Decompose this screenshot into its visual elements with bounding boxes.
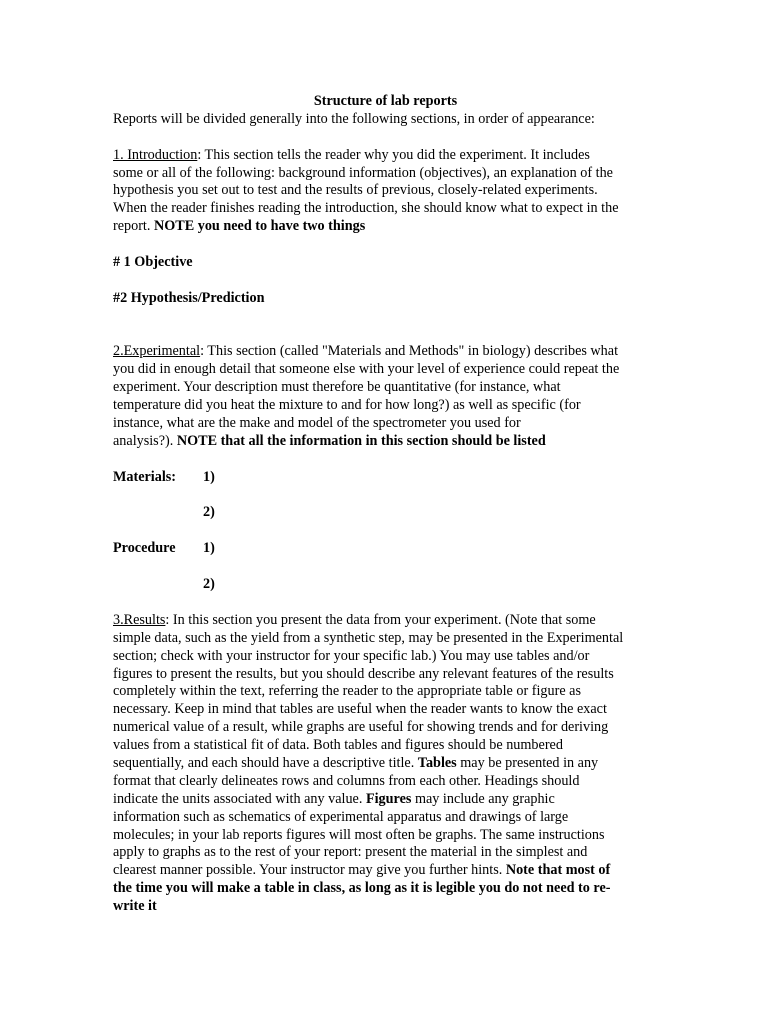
materials-label: Materials: xyxy=(113,468,177,485)
text-line: molecules; in your lab reports figures will most often be graphs. The same instructions xyxy=(113,826,605,843)
text-line: simple data, such as the yield from a synthetic step, may be presented in the Experimental xyxy=(113,629,624,646)
spacer xyxy=(113,308,658,326)
spacer xyxy=(113,522,658,540)
text-line: temperature did you heat the mixture to and for how long?) as well as specific (for xyxy=(113,397,581,414)
text-span: sequentially, and each should have a descriptive title. xyxy=(113,754,418,771)
spacer xyxy=(113,451,658,469)
text-line xyxy=(113,755,658,773)
text-span: : In this section you present the data from your experiment. (Note that some xyxy=(165,611,596,628)
text-line: information such as schematics of experimental apparatus and drawings of large xyxy=(113,808,569,825)
text-line xyxy=(113,612,658,630)
text-span: may be presented in any xyxy=(456,754,599,771)
figures-keyword: Figures xyxy=(365,790,412,807)
text-span: analysis?). xyxy=(113,432,177,449)
text-line: section; check with your instructor for your specific lab.) You may use tables and/or xyxy=(113,647,590,664)
text-line: instance, what are the make and model of the spectrometer you used for xyxy=(113,415,521,432)
text-line: necessary. Keep in mind that tables are useful when the reader wants to know the exact xyxy=(113,701,607,718)
introduction-section xyxy=(113,147,658,308)
text-span: may include any graphic xyxy=(411,790,555,807)
materials-row xyxy=(113,469,658,487)
text-span: report. xyxy=(113,218,154,235)
results-heading: 3.Results xyxy=(113,611,166,628)
text-line: apply to graphs as to the rest of your report: present the material in the simplest and xyxy=(113,844,588,861)
text-line: When the reader finishes reading the introduction, she should know what to expect in the xyxy=(113,200,619,217)
text-line xyxy=(113,147,658,165)
spacer xyxy=(113,272,658,290)
results-section xyxy=(113,612,658,916)
text-line: some or all of the following: background information (objectives), an explanation of the xyxy=(113,164,613,181)
text-line: hypothesis you set out to test and the results of previous, closely-related experiments. xyxy=(113,182,598,199)
list-number: 1) xyxy=(203,540,215,557)
spacer xyxy=(113,129,658,147)
text-line: values from a statistical fit of data. Both tables and figures should be numbered xyxy=(113,737,563,754)
text-span: indicate the units associated with any value. xyxy=(113,790,366,807)
text-span: : This section (called "Materials and Methods" in biology) describes what xyxy=(200,343,619,360)
text-line: experiment. Your description must therefore be quantitative (for instance, what xyxy=(113,379,561,396)
text-line: you did in enough detail that someone else with your level of experience could repeat the xyxy=(113,361,620,378)
results-note: Note that most of xyxy=(505,862,611,879)
spacer xyxy=(113,594,658,612)
list-number: 2) xyxy=(203,576,215,593)
text-line: numerical value of a result, while graphs are useful for showing trends and for deriving xyxy=(113,719,609,736)
text-line xyxy=(113,791,658,809)
procedure-row xyxy=(113,576,658,594)
text-line xyxy=(113,343,658,361)
intro-paragraph: Reports will be divided generally into the following sections, in order of appearance: xyxy=(113,110,595,127)
text-line: completely within the text, referring the reader to the appropriate table or figure as xyxy=(113,683,581,700)
spacer xyxy=(113,558,658,576)
text-line xyxy=(113,862,658,880)
objective-item: # 1 Objective xyxy=(113,254,193,271)
text-line: format that clearly delineates rows and columns from each other. Headings should xyxy=(113,772,580,789)
results-note-line: the time you will make a table in class, as long as it is legible you do not need to re- xyxy=(113,880,611,897)
introduction-heading: 1. Introduction xyxy=(113,146,198,163)
hypothesis-item: #2 Hypothesis/Prediction xyxy=(113,289,265,306)
experimental-section xyxy=(113,343,658,593)
spacer xyxy=(113,487,658,505)
tables-keyword: Tables xyxy=(417,754,457,771)
document-title: Structure of lab reports xyxy=(313,93,458,109)
text-span: clearest manner possible. Your instructor may give you further hints. xyxy=(113,862,506,879)
list-number: 2) xyxy=(203,504,215,521)
text-line: figures to present the results, but you should describe any relevant features of the results xyxy=(113,665,614,682)
experimental-heading: 2.Experimental xyxy=(113,343,201,360)
document-page xyxy=(113,93,658,916)
materials-row xyxy=(113,504,658,522)
introduction-note: NOTE you need to have two things xyxy=(153,218,366,235)
text-line xyxy=(113,433,658,451)
text-line xyxy=(113,218,658,236)
results-note-line: write it xyxy=(113,898,157,915)
experimental-note: NOTE that all the information in this section should be listed xyxy=(176,432,546,449)
procedure-label: Procedure xyxy=(113,540,176,557)
procedure-row xyxy=(113,540,658,558)
spacer xyxy=(113,236,658,254)
text-span: : This section tells the reader why you did the experiment. It includes xyxy=(197,146,590,163)
list-number: 1) xyxy=(203,468,215,485)
spacer xyxy=(113,326,658,344)
